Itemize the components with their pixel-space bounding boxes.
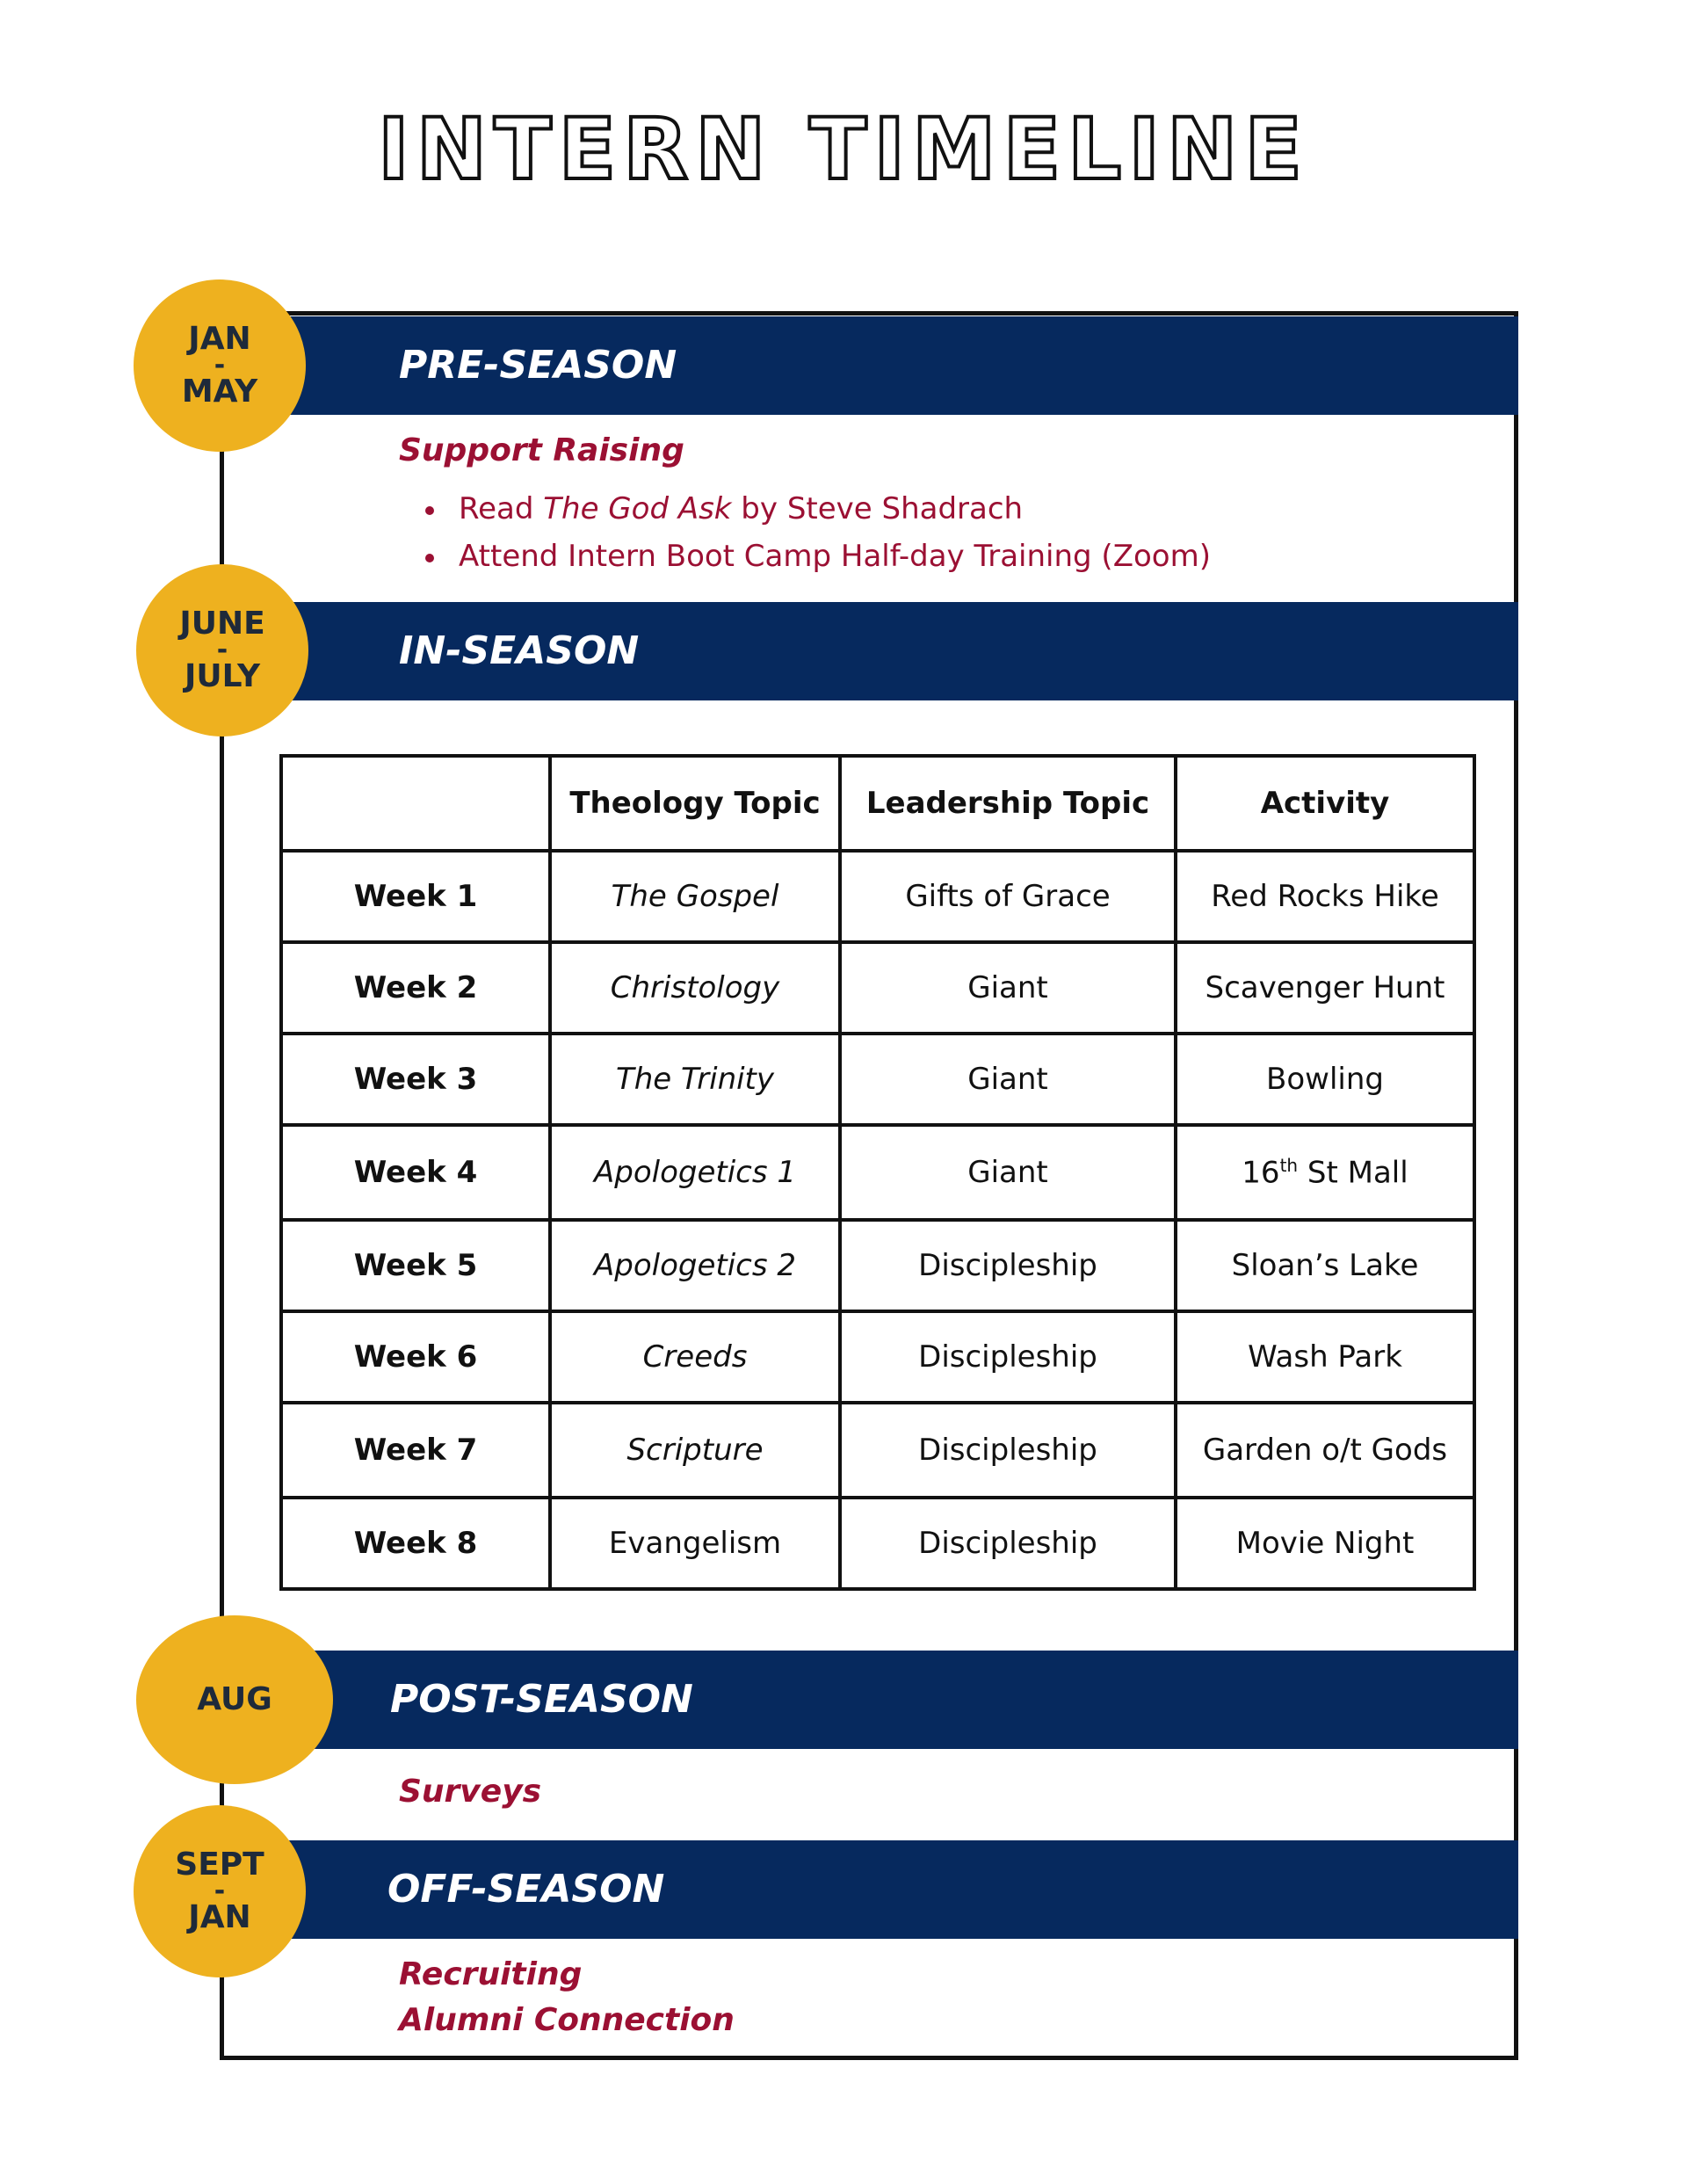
surveys-heading: Surveys <box>399 1774 542 1810</box>
table-header: Leadership Topic <box>840 756 1176 851</box>
activity-cell: Sloan’s Lake <box>1176 1220 1474 1311</box>
week-cell: Week 1 <box>281 851 550 942</box>
activity-cell: Bowling <box>1176 1034 1474 1125</box>
badge-bottom: MAY <box>181 374 258 410</box>
badge-dash: - <box>216 635 228 665</box>
week-cell: Week 6 <box>281 1311 550 1403</box>
table-header-row <box>281 756 1474 851</box>
table-header: Activity <box>1176 756 1474 851</box>
badge-aug <box>136 1615 333 1784</box>
activity-cell: Red Rocks Hike <box>1176 851 1474 942</box>
off-season-label: OFF-SEASON <box>387 1867 665 1912</box>
in-season-label: IN-SEASON <box>399 628 640 673</box>
pre-season-list <box>422 485 1211 580</box>
badge-dash: - <box>214 350 226 381</box>
badge-bottom: JAN <box>188 1899 251 1935</box>
table-row <box>281 1220 1474 1311</box>
badge-top: JUNE <box>179 606 265 642</box>
book-title: The God Ask <box>543 491 732 526</box>
theology-cell: Apologetics 1 <box>550 1125 840 1220</box>
activity-cell <box>1176 1125 1474 1220</box>
leadership-cell: Giant <box>840 942 1176 1034</box>
activity-text: St Mall <box>1298 1155 1408 1191</box>
page-title: INTERN TIMELINE <box>378 100 1309 199</box>
week-cell: Week 3 <box>281 1034 550 1125</box>
bullet-text: Attend Intern Boot Camp Half-day Training (Zoom) <box>459 539 1211 574</box>
table-header <box>281 756 550 851</box>
theology-cell: The Trinity <box>550 1034 840 1125</box>
leadership-cell: Giant <box>840 1125 1176 1220</box>
in-season-band <box>272 602 1518 700</box>
off-season-band <box>272 1840 1518 1939</box>
week-cell: Week 2 <box>281 942 550 1034</box>
badge-june-july <box>136 564 308 736</box>
activity-cell: Wash Park <box>1176 1311 1474 1403</box>
week-cell: Week 4 <box>281 1125 550 1220</box>
badge-text: AUG <box>197 1681 272 1717</box>
activity-cell: Garden o/t Gods <box>1176 1403 1474 1498</box>
week-cell: Week 5 <box>281 1220 550 1311</box>
table-row <box>281 1311 1474 1403</box>
leadership-cell: Discipleship <box>840 1311 1176 1403</box>
ordinal-suffix: th <box>1279 1154 1299 1176</box>
leadership-cell: Giant <box>840 1034 1176 1125</box>
list-item <box>422 485 1211 533</box>
theology-cell: Apologetics 2 <box>550 1220 840 1311</box>
pre-season-band <box>272 316 1518 415</box>
bullet-text: Read <box>459 491 544 526</box>
table-header: Theology Topic <box>550 756 840 851</box>
theology-cell: Creeds <box>550 1311 840 1403</box>
theology-cell: The Gospel <box>550 851 840 942</box>
table-row <box>281 1125 1474 1220</box>
badge-top: JAN <box>188 321 251 357</box>
badge-jan-may <box>134 279 306 452</box>
bullet-text: by Steve Shadrach <box>731 491 1024 526</box>
leadership-cell: Gifts of Grace <box>840 851 1176 942</box>
badge-sept-jan <box>134 1805 306 1977</box>
table-row <box>281 942 1474 1034</box>
support-raising-heading: Support Raising <box>399 432 684 468</box>
badge-dash: - <box>214 1876 226 1906</box>
alumni-connection-heading: Alumni Connection <box>399 2002 735 2038</box>
theology-cell: Christology <box>550 942 840 1034</box>
leadership-cell: Discipleship <box>840 1498 1176 1589</box>
badge-bottom: JULY <box>184 658 261 694</box>
table-row <box>281 1034 1474 1125</box>
week-cell: Week 7 <box>281 1403 550 1498</box>
list-item <box>422 533 1211 580</box>
post-season-label: POST-SEASON <box>390 1677 693 1722</box>
badge-top: SEPT <box>175 1847 264 1883</box>
leadership-cell: Discipleship <box>840 1403 1176 1498</box>
activity-cell: Movie Night <box>1176 1498 1474 1589</box>
theology-cell: Evangelism <box>550 1498 840 1589</box>
activity-cell: Scavenger Hunt <box>1176 942 1474 1034</box>
table-row <box>281 1403 1474 1498</box>
pre-season-label: PRE-SEASON <box>399 343 677 388</box>
leadership-cell: Discipleship <box>840 1220 1176 1311</box>
recruiting-heading: Recruiting <box>399 1956 583 1992</box>
post-season-band <box>272 1651 1518 1749</box>
theology-cell: Scripture <box>550 1403 840 1498</box>
table-row <box>281 851 1474 942</box>
week-cell: Week 8 <box>281 1498 550 1589</box>
schedule-table <box>279 754 1476 1591</box>
activity-number: 16 <box>1242 1155 1280 1191</box>
table-row <box>281 1498 1474 1589</box>
